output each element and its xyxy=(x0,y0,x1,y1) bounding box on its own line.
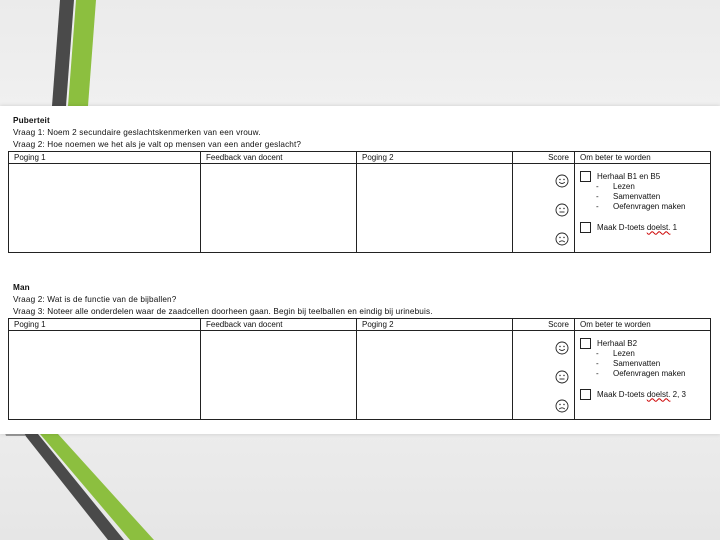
advice-step: Oefenvragen maken xyxy=(613,202,686,211)
answer-cell-poging-1[interactable] xyxy=(9,164,201,253)
column-header-improve: Om beter te worden xyxy=(575,319,711,331)
score-cell xyxy=(513,331,575,420)
decorative-stripes-top xyxy=(0,0,720,110)
advice-test-suffix: 1 xyxy=(672,222,678,232)
question-line: Vraag 1: Noem 2 secundaire geslachtskenmerken van een vrouw. xyxy=(13,128,261,137)
column-header-feedback: Feedback van docent xyxy=(201,319,357,331)
column-header-feedback: Feedback van docent xyxy=(201,152,357,164)
question-line: Vraag 3: Noteer alle onderdelen waar de zaadcellen doorheen gaan. Begin bij teelballen en eindig bij urinebuis. xyxy=(13,307,433,316)
section-man xyxy=(13,282,710,420)
advice-step: Samenvatten xyxy=(613,192,661,201)
advice-step: Lezen xyxy=(613,349,635,358)
answer-cell-poging-2[interactable] xyxy=(357,331,513,420)
column-header-poging-1: Poging 1 xyxy=(9,319,201,331)
improve-cell: Herhaal B1 en B5 - Lezen - Samenvatten - Oefenvragen maken Maak D-toets doelst. 1 xyxy=(575,164,711,253)
smiley-sad-icon[interactable] xyxy=(555,399,569,413)
section-title: Puberteit xyxy=(13,116,50,125)
answer-cell-poging-2[interactable] xyxy=(357,164,513,253)
advice-repeat: Herhaal B2 xyxy=(597,338,638,348)
smiley-neutral-icon[interactable] xyxy=(555,370,569,384)
worksheet-page xyxy=(0,106,720,434)
advice-test-suffix: 2, 3 xyxy=(672,389,686,399)
checkbox[interactable] xyxy=(580,222,591,233)
advice-test-word: doelst. xyxy=(646,222,671,232)
column-header-poging-2: Poging 2 xyxy=(357,319,513,331)
smiley-neutral-icon[interactable] xyxy=(555,203,569,217)
advice-step: Lezen xyxy=(613,182,635,191)
answer-cell-poging-1[interactable] xyxy=(9,331,201,420)
section-title: Man xyxy=(13,283,30,292)
question-line: Vraag 2: Hoe noemen we het als je valt op mensen van een ander geslacht? xyxy=(13,140,302,149)
answer-cell-feedback[interactable] xyxy=(201,164,357,253)
checkbox[interactable] xyxy=(580,389,591,400)
column-header-score: Score xyxy=(513,152,575,164)
advice-repeat: Herhaal B1 en B5 xyxy=(597,171,661,181)
answer-cell-feedback[interactable] xyxy=(201,331,357,420)
advice-test-word: doelst. xyxy=(646,389,671,399)
question-line: Vraag 2: Wat is de functie van de bijballen? xyxy=(13,295,177,304)
improve-cell: Herhaal B2 - Lezen - Samenvatten - Oefenvragen maken Maak D-toets doelst. 2, 3 xyxy=(575,331,711,420)
column-header-poging-1: Poging 1 xyxy=(9,152,201,164)
advice-test-prefix: Maak D-toets xyxy=(597,222,645,232)
checkbox[interactable] xyxy=(580,338,591,349)
advice-step: Samenvatten xyxy=(613,359,661,368)
column-header-score: Score xyxy=(513,319,575,331)
decorative-stripes-bottom xyxy=(0,430,720,540)
checkbox[interactable] xyxy=(580,171,591,182)
column-header-poging-2: Poging 2 xyxy=(357,152,513,164)
answer-table xyxy=(8,151,711,253)
smiley-sad-icon[interactable] xyxy=(555,232,569,246)
answer-table xyxy=(8,318,711,420)
score-cell xyxy=(513,164,575,253)
section-puberteit xyxy=(13,115,710,253)
column-header-improve: Om beter te worden xyxy=(575,152,711,164)
smiley-happy-icon[interactable] xyxy=(555,174,569,188)
advice-test-prefix: Maak D-toets xyxy=(597,389,645,399)
smiley-happy-icon[interactable] xyxy=(555,341,569,355)
advice-step: Oefenvragen maken xyxy=(613,369,686,378)
